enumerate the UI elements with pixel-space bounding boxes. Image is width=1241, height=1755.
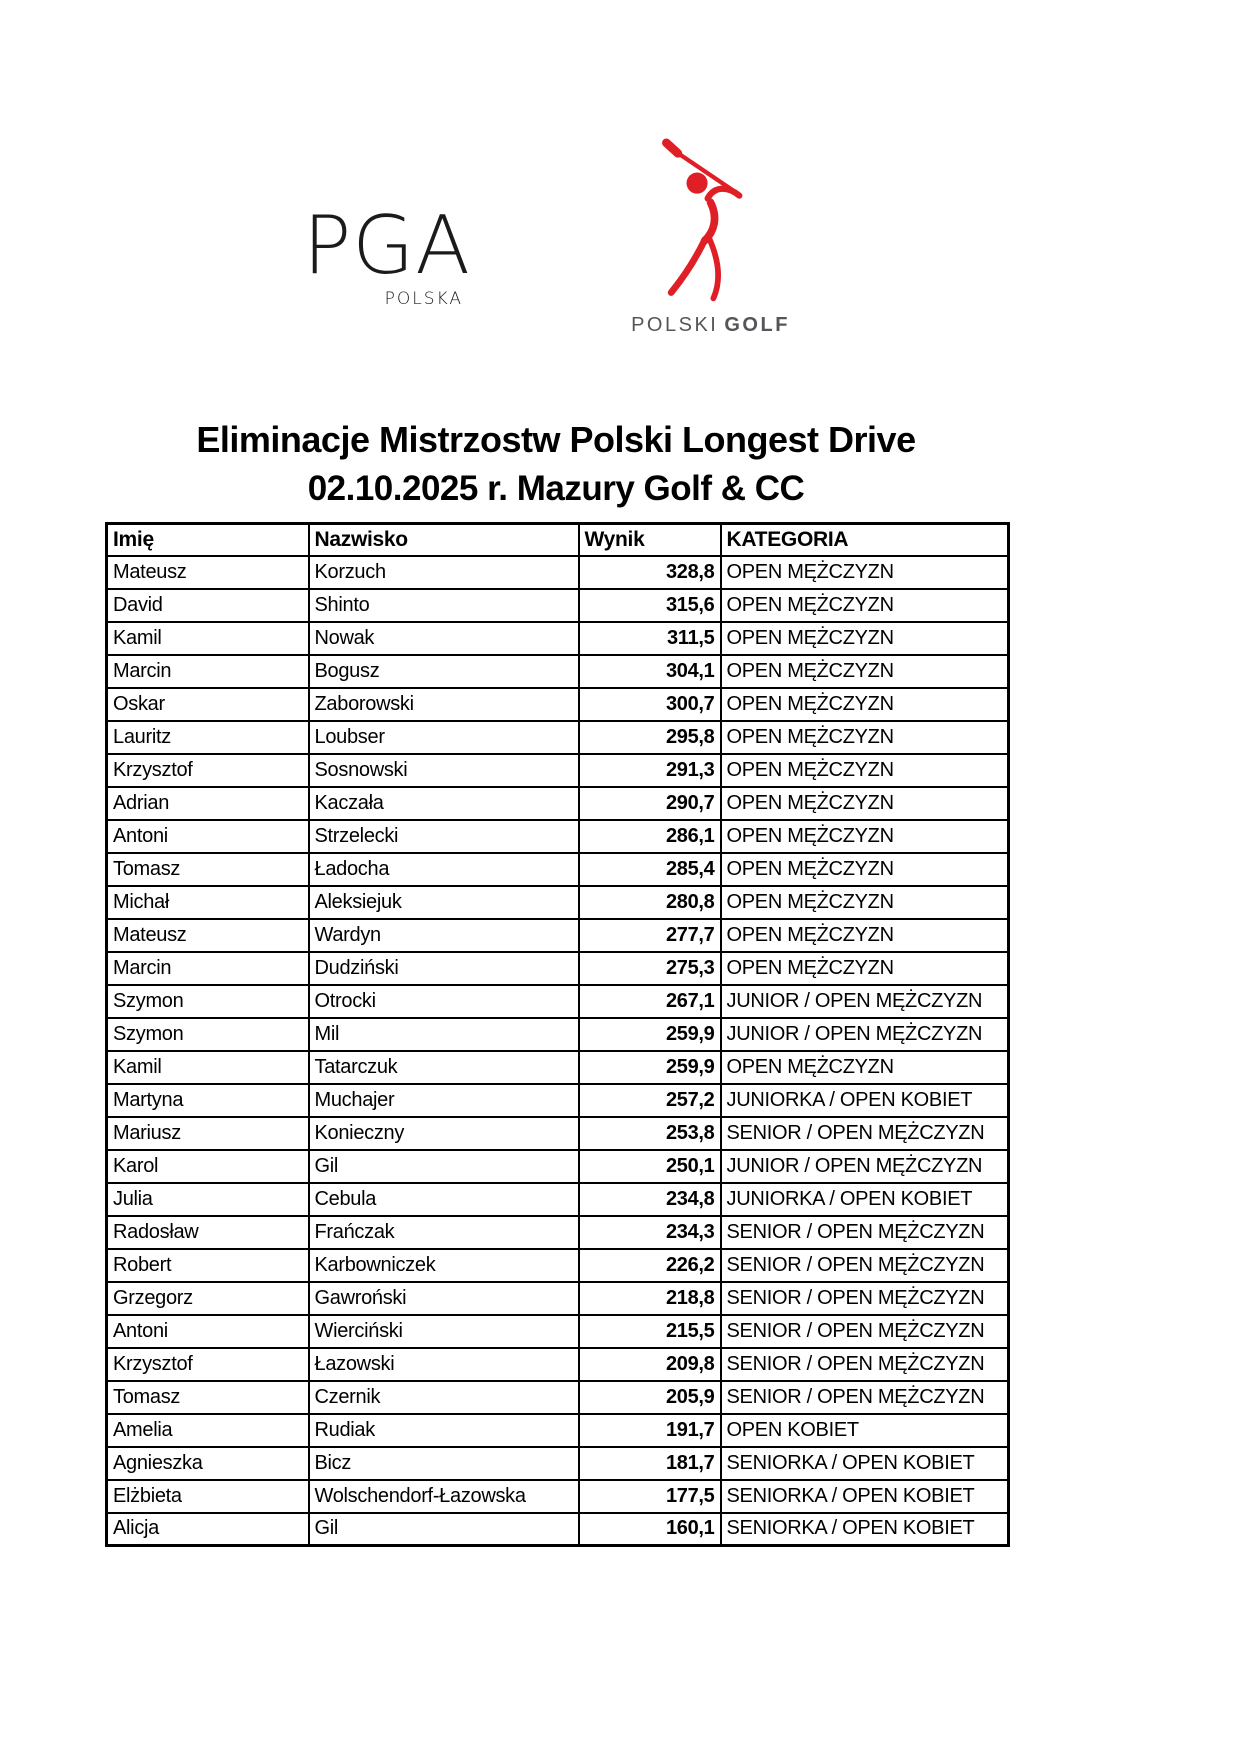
first-name-cell: Mateusz xyxy=(107,556,309,589)
table-row xyxy=(107,754,1009,787)
table-row xyxy=(107,589,1009,622)
category-cell: OPEN MĘŻCZYZN xyxy=(721,1051,1009,1084)
last-name-cell: Bicz xyxy=(309,1447,579,1480)
pga-logo-subtext: POLSKA xyxy=(384,289,463,309)
score-cell: 259,9 xyxy=(579,1051,721,1084)
table-row xyxy=(107,622,1009,655)
header-row xyxy=(107,524,1009,556)
category-cell: JUNIORKA / OPEN KOBIET xyxy=(721,1183,1009,1216)
last-name-cell: Strzelecki xyxy=(309,820,579,853)
table-row xyxy=(107,1150,1009,1183)
table-row xyxy=(107,1117,1009,1150)
first-name-cell: Agnieszka xyxy=(107,1447,309,1480)
category-cell: SENIOR / OPEN MĘŻCZYZN xyxy=(721,1381,1009,1414)
results-table-body xyxy=(107,556,1009,1546)
category-cell: OPEN MĘŻCZYZN xyxy=(721,754,1009,787)
table-row xyxy=(107,919,1009,952)
first-name-cell: Tomasz xyxy=(107,1381,309,1414)
first-name-cell: Krzysztof xyxy=(107,754,309,787)
score-cell: 218,8 xyxy=(579,1282,721,1315)
category-cell: JUNIOR / OPEN MĘŻCZYZN xyxy=(721,1018,1009,1051)
table-row xyxy=(107,655,1009,688)
last-name-cell: Zaborowski xyxy=(309,688,579,721)
last-name-cell: Wierciński xyxy=(309,1315,579,1348)
table-row xyxy=(107,1381,1009,1414)
category-cell: OPEN MĘŻCZYZN xyxy=(721,622,1009,655)
first-name-cell: Mariusz xyxy=(107,1117,309,1150)
first-name-cell: Szymon xyxy=(107,1018,309,1051)
category-cell: OPEN MĘŻCZYZN xyxy=(721,589,1009,622)
score-cell: 181,7 xyxy=(579,1447,721,1480)
table-row xyxy=(107,1348,1009,1381)
table-row xyxy=(107,1447,1009,1480)
table-row xyxy=(107,1315,1009,1348)
header-score: Wynik xyxy=(579,524,721,556)
score-cell: 291,3 xyxy=(579,754,721,787)
last-name-cell: Shinto xyxy=(309,589,579,622)
table-row xyxy=(107,1216,1009,1249)
pga-polska-logo xyxy=(303,199,471,309)
table-row xyxy=(107,985,1009,1018)
table-row xyxy=(107,688,1009,721)
results-table xyxy=(105,522,1010,1547)
score-cell: 234,8 xyxy=(579,1183,721,1216)
category-cell: SENIORKA / OPEN KOBIET xyxy=(721,1447,1009,1480)
last-name-cell: Rudiak xyxy=(309,1414,579,1447)
first-name-cell: Michał xyxy=(107,886,309,919)
first-name-cell: Oskar xyxy=(107,688,309,721)
table-row xyxy=(107,721,1009,754)
category-cell: OPEN MĘŻCZYZN xyxy=(721,688,1009,721)
category-cell: JUNIORKA / OPEN KOBIET xyxy=(721,1084,1009,1117)
first-name-cell: Amelia xyxy=(107,1414,309,1447)
category-cell: OPEN KOBIET xyxy=(721,1414,1009,1447)
last-name-cell: Otrocki xyxy=(309,985,579,1018)
first-name-cell: Radosław xyxy=(107,1216,309,1249)
score-cell: 295,8 xyxy=(579,721,721,754)
table-row xyxy=(107,820,1009,853)
last-name-cell: Ładocha xyxy=(309,853,579,886)
table-row xyxy=(107,1414,1009,1447)
header-category: KATEGORIA xyxy=(721,524,1009,556)
table-row xyxy=(107,1084,1009,1117)
last-name-cell: Nowak xyxy=(309,622,579,655)
last-name-cell: Muchajer xyxy=(309,1084,579,1117)
table-row xyxy=(107,853,1009,886)
score-cell: 290,7 xyxy=(579,787,721,820)
last-name-cell: Łazowski xyxy=(309,1348,579,1381)
table-row xyxy=(107,1051,1009,1084)
category-cell: OPEN MĘŻCZYZN xyxy=(721,853,1009,886)
last-name-cell: Sosnowski xyxy=(309,754,579,787)
score-cell: 250,1 xyxy=(579,1150,721,1183)
last-name-cell: Tatarczuk xyxy=(309,1051,579,1084)
last-name-cell: Konieczny xyxy=(309,1117,579,1150)
first-name-cell: Antoni xyxy=(107,1315,309,1348)
category-cell: OPEN MĘŻCZYZN xyxy=(721,655,1009,688)
polski-word: POLSKI xyxy=(631,314,719,336)
first-name-cell: Marcin xyxy=(107,655,309,688)
pga-logo-text: PGA xyxy=(303,199,471,292)
score-cell: 304,1 xyxy=(579,655,721,688)
category-cell: OPEN MĘŻCZYZN xyxy=(721,820,1009,853)
score-cell: 280,8 xyxy=(579,886,721,919)
first-name-cell: Robert xyxy=(107,1249,309,1282)
score-cell: 191,7 xyxy=(579,1414,721,1447)
first-name-cell: Mateusz xyxy=(107,919,309,952)
page-title: Eliminacje Mistrzostw Polski Longest Drive xyxy=(196,419,916,460)
category-cell: JUNIOR / OPEN MĘŻCZYZN xyxy=(721,985,1009,1018)
first-name-cell: Martyna xyxy=(107,1084,309,1117)
category-cell: OPEN MĘŻCZYZN xyxy=(721,919,1009,952)
first-name-cell: Krzysztof xyxy=(107,1348,309,1381)
last-name-cell: Korzuch xyxy=(309,556,579,589)
page-subtitle: 02.10.2025 r. Mazury Golf & CC xyxy=(307,469,805,508)
category-cell: OPEN MĘŻCZYZN xyxy=(721,721,1009,754)
polski-golf-wordmark xyxy=(618,314,803,337)
first-name-cell: Julia xyxy=(107,1183,309,1216)
category-cell: SENIOR / OPEN MĘŻCZYZN xyxy=(721,1117,1009,1150)
table-row xyxy=(107,556,1009,589)
first-name-cell: Marcin xyxy=(107,952,309,985)
first-name-cell: Alicja xyxy=(107,1513,309,1546)
score-cell: 226,2 xyxy=(579,1249,721,1282)
polski-golf-logo xyxy=(618,138,803,337)
last-name-cell: Loubser xyxy=(309,721,579,754)
last-name-cell: Karbowniczek xyxy=(309,1249,579,1282)
score-cell: 277,7 xyxy=(579,919,721,952)
table-row xyxy=(107,952,1009,985)
last-name-cell: Wardyn xyxy=(309,919,579,952)
first-name-cell: Lauritz xyxy=(107,721,309,754)
table-row xyxy=(107,1183,1009,1216)
score-cell: 253,8 xyxy=(579,1117,721,1150)
first-name-cell: David xyxy=(107,589,309,622)
last-name-cell: Gil xyxy=(309,1150,579,1183)
results-table-header xyxy=(107,524,1009,556)
header-first-name: Imię xyxy=(107,524,309,556)
last-name-cell: Aleksiejuk xyxy=(309,886,579,919)
score-cell: 275,3 xyxy=(579,952,721,985)
score-cell: 285,4 xyxy=(579,853,721,886)
first-name-cell: Szymon xyxy=(107,985,309,1018)
score-cell: 259,9 xyxy=(579,1018,721,1051)
score-cell: 209,8 xyxy=(579,1348,721,1381)
last-name-cell: Gawroński xyxy=(309,1282,579,1315)
last-name-cell: Mil xyxy=(309,1018,579,1051)
table-row xyxy=(107,1282,1009,1315)
category-cell: SENIOR / OPEN MĘŻCZYZN xyxy=(721,1315,1009,1348)
first-name-cell: Kamil xyxy=(107,622,309,655)
golfer-swing-icon xyxy=(648,138,773,306)
table-row xyxy=(107,1249,1009,1282)
last-name-cell: Wolschendorf-Łazowska xyxy=(309,1480,579,1513)
last-name-cell: Frańczak xyxy=(309,1216,579,1249)
score-cell: 177,5 xyxy=(579,1480,721,1513)
score-cell: 286,1 xyxy=(579,820,721,853)
score-cell: 234,3 xyxy=(579,1216,721,1249)
category-cell: JUNIOR / OPEN MĘŻCZYZN xyxy=(721,1150,1009,1183)
first-name-cell: Grzegorz xyxy=(107,1282,309,1315)
last-name-cell: Cebula xyxy=(309,1183,579,1216)
first-name-cell: Karol xyxy=(107,1150,309,1183)
score-cell: 300,7 xyxy=(579,688,721,721)
last-name-cell: Gil xyxy=(309,1513,579,1546)
category-cell: SENIOR / OPEN MĘŻCZYZN xyxy=(721,1216,1009,1249)
first-name-cell: Elżbieta xyxy=(107,1480,309,1513)
category-cell: OPEN MĘŻCZYZN xyxy=(721,787,1009,820)
category-cell: OPEN MĘŻCZYZN xyxy=(721,952,1009,985)
first-name-cell: Kamil xyxy=(107,1051,309,1084)
score-cell: 328,8 xyxy=(579,556,721,589)
table-row xyxy=(107,886,1009,919)
last-name-cell: Bogusz xyxy=(309,655,579,688)
score-cell: 267,1 xyxy=(579,985,721,1018)
score-cell: 257,2 xyxy=(579,1084,721,1117)
score-cell: 315,6 xyxy=(579,589,721,622)
table-row xyxy=(107,1018,1009,1051)
table-row xyxy=(107,1513,1009,1546)
first-name-cell: Tomasz xyxy=(107,853,309,886)
table-row xyxy=(107,787,1009,820)
category-cell: SENIOR / OPEN MĘŻCZYZN xyxy=(721,1348,1009,1381)
score-cell: 160,1 xyxy=(579,1513,721,1546)
category-cell: SENIOR / OPEN MĘŻCZYZN xyxy=(721,1249,1009,1282)
last-name-cell: Czernik xyxy=(309,1381,579,1414)
score-cell: 205,9 xyxy=(579,1381,721,1414)
category-cell: OPEN MĘŻCZYZN xyxy=(721,886,1009,919)
category-cell: OPEN MĘŻCZYZN xyxy=(721,556,1009,589)
golf-word: GOLF xyxy=(724,314,790,336)
category-cell: SENIOR / OPEN MĘŻCZYZN xyxy=(721,1282,1009,1315)
table-row xyxy=(107,1480,1009,1513)
first-name-cell: Antoni xyxy=(107,820,309,853)
header-last-name: Nazwisko xyxy=(309,524,579,556)
last-name-cell: Kaczała xyxy=(309,787,579,820)
score-cell: 215,5 xyxy=(579,1315,721,1348)
last-name-cell: Dudziński xyxy=(309,952,579,985)
score-cell: 311,5 xyxy=(579,622,721,655)
category-cell: SENIORKA / OPEN KOBIET xyxy=(721,1480,1009,1513)
category-cell: SENIORKA / OPEN KOBIET xyxy=(721,1513,1009,1546)
first-name-cell: Adrian xyxy=(107,787,309,820)
